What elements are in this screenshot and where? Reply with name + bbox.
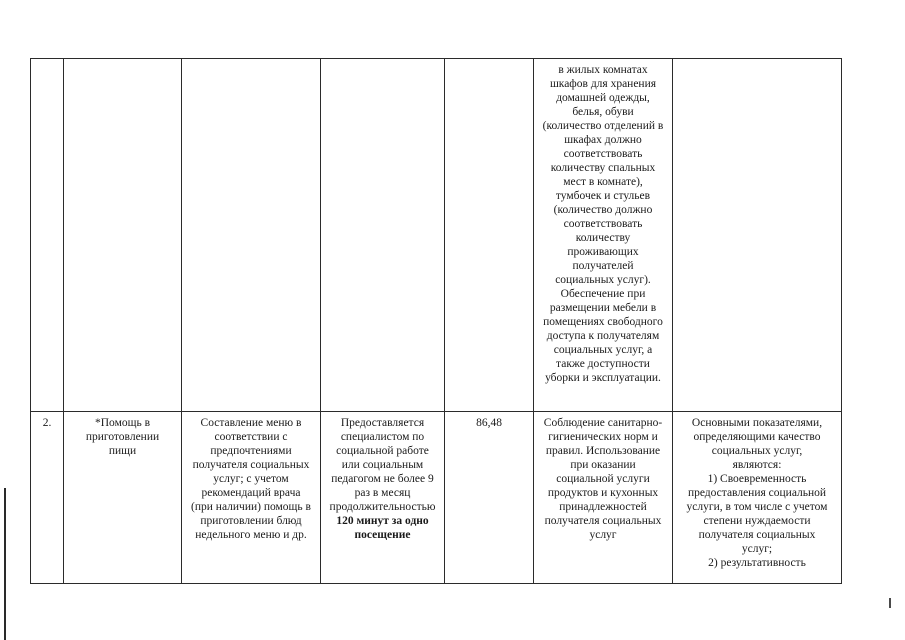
service-content: Составление меню в соответствии с предпочтениями получателя социальных услуг; с учетом рекомендаций врача (при наличии) помощь в приготовлении блюд недельного меню и др.	[191, 417, 311, 541]
cell-service-terms	[321, 412, 445, 584]
cell-number	[31, 412, 64, 584]
cell-service-price	[445, 412, 534, 584]
service-name: *Помощь в приготовлении пищи	[85, 417, 160, 457]
service-terms-text: Предоставляется специалистом по социальной работе или социальным педагогом не более 9 раз в месяц продолжительностью	[329, 417, 436, 513]
row-number: 2.	[42, 417, 52, 429]
service-terms-duration: 120 минут за одно посещение	[336, 515, 429, 541]
cell-service-price	[445, 59, 534, 412]
social-services-table	[30, 58, 842, 584]
cell-quality-indicators	[673, 412, 842, 584]
cell-service-content	[182, 59, 321, 412]
cell-service-terms	[321, 59, 445, 412]
service-price: 86,48	[476, 417, 502, 429]
service-conditions: в жилых комнатах шкафов для хранения домашней одежды, белья, обуви (количество отделений в шкафах должно соответствовать количеству спальных мест в комнате), тумбочек и стульев (количество должно соответствовать количеству проживающих получателей социальных услуг). Обеспечение при размещении мебели в помещениях свободного доступа к получателям социальных услуг, а также доступности уборки и эксплуатации.	[542, 64, 664, 384]
scan-artifact-mark	[889, 598, 891, 608]
cell-service-conditions	[534, 59, 673, 412]
cell-service-name	[64, 59, 182, 412]
scan-edge-line	[4, 488, 6, 640]
table-row-2	[31, 412, 842, 584]
cell-quality-indicators	[673, 59, 842, 412]
cell-service-conditions	[534, 412, 673, 584]
cell-service-name	[64, 412, 182, 584]
table-row-continued	[31, 59, 842, 412]
cell-number	[31, 59, 64, 412]
service-conditions: Соблюдение санитарно- гигиенических норм и правил. Использование при оказании социальной услуги продуктов и кухонных принадлежностей получателя социальных услуг	[543, 417, 663, 541]
cell-service-content	[182, 412, 321, 584]
quality-indicators: Основными показателями, определяющими качество социальных услуг, являются: 1) Своевременность предоставления социальной услуги, в том числе с учетом степени нуждаемости получателя социальных услуг; 2) результативность	[686, 417, 828, 569]
